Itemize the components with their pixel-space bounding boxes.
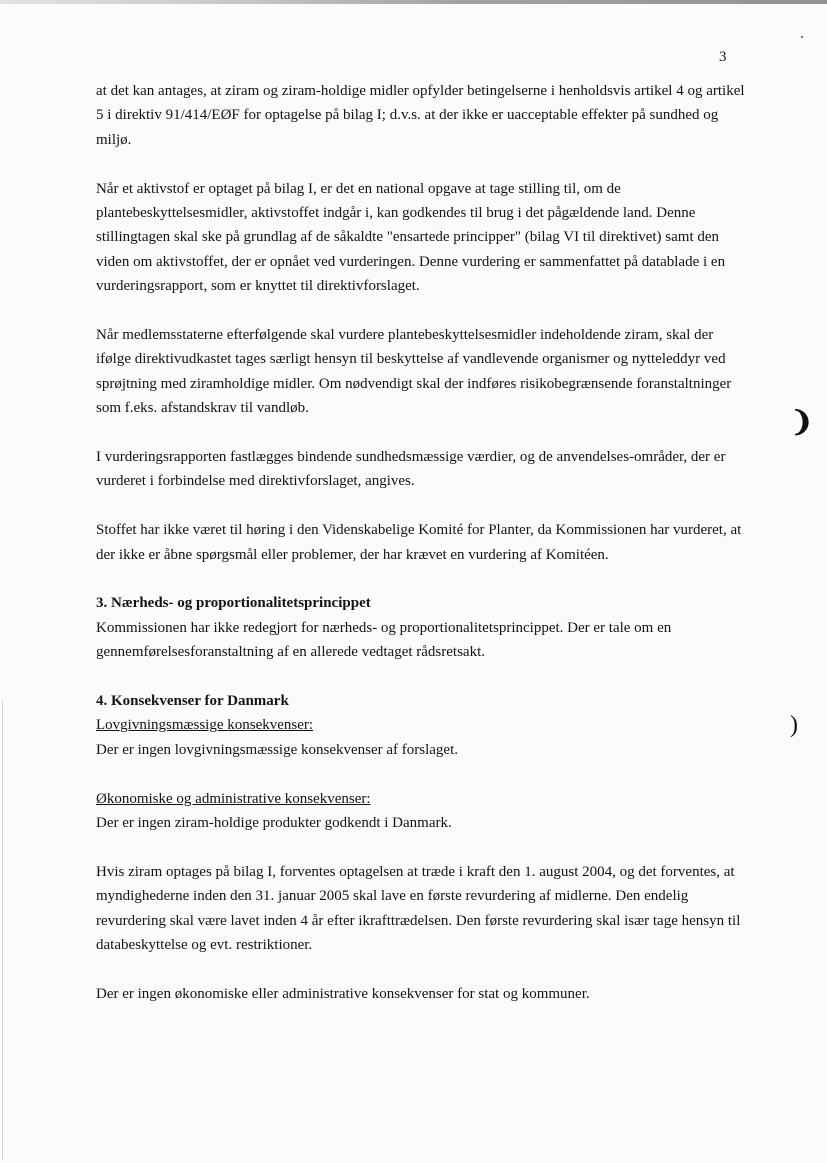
binder-bracket-icon: ) [790, 712, 798, 738]
section-3-heading: 3. Nærheds- og proportionalitetsprincippet [96, 595, 371, 612]
section-4-heading: 4. Konsekvenser for Danmark [96, 693, 289, 710]
scan-edge-left [2, 700, 3, 1160]
economic-consequences-heading: Økonomiske og administrative konsekvenser: [96, 790, 371, 807]
paragraph-no-consequences: Der er ingen økonomiske eller administrative konsekvenser for stat og kommuner. [96, 985, 590, 1002]
scan-speck [801, 36, 803, 38]
paragraph-approval-conditions: at det kan antages, at ziram og ziram-holdige midler opfylder betingelserne i henholdsvis artikel 4 og artikel 5 i direktiv 91/414/EØF for optagelse på bilag I; d.v.s. at der ikke er uacceptable effekter på sundhed og miljø. [96, 83, 745, 148]
economic-consequences-text: Der er ingen ziram-holdige produkter godkendt i Danmark. [96, 815, 452, 832]
section-3-text: Kommissionen har ikke redegjort for nærheds- og proportionalitetsprincippet. Der er tale om en gennemførelsesforanstaltning af en allerede vedtaget rådsretsakt. [96, 619, 672, 661]
paragraph-revision-timeline: Hvis ziram optages på bilag I, forventes optagelsen at træde i kraft den 1. august 2004, og det forventes, at myndighederne inden den 31. januar 2005 skal lave en første revurdering af midlerne. Den endelig revurdering skal være lavet inden 4 år efter ikrafttrædelsen. Den første revurdering skal især tage hensyn til databeskyttelse og evt. restriktioner. [96, 863, 741, 954]
paragraph-assessment-report: I vurderingsrapporten fastlægges bindende sundhedsmæssige værdier, og de anvendelses-områder, der er vurderet i forbindelse med direktivforslaget, angives. [96, 449, 726, 490]
binder-mark-icon: ❩ [790, 407, 814, 438]
document-body [96, 79, 746, 1031]
legal-consequences-text: Der er ingen lovgivningsmæssige konsekvenser af forslaget. [96, 741, 458, 758]
page-number: 3 [719, 49, 727, 65]
paragraph-scientific-committee: Stoffet har ikke været til høring i den Videnskabelige Komité for Planter, da Kommissionen har vurderet, at der ikke er åbne spørgsmål eller problemer, der har krævet en vurdering af Komitéen. [96, 522, 742, 563]
paragraph-national-task: Når et aktivstof er optaget på bilag I, er det en national opgave at tage stilling til, om de plantebeskyttelsesmidler, aktivstoffet indgår i, kan godkendes til brug i det pågældende land. Denne stillingtagen skal ske på grundlag af de såkaldte "ensartede principper" (bilag VI til direktivet) samt den viden om aktivstoffet, der er opnået ved vurderingen. Denne vurdering er sammenfattet på datablade i en vurderingsrapport, som er knyttet til direktivforslaget. [96, 180, 726, 295]
scan-edge-top [0, 0, 827, 4]
legal-consequences-heading: Lovgivningsmæssige konsekvenser: [96, 717, 314, 734]
paragraph-member-states: Når medlemsstaterne efterfølgende skal vurdere plantebeskyttelsesmidler indeholdende ziram, skal der ifølge direktivudkastet tages særligt hensyn til beskyttelse af vandlevende organismer og nytteleddyr ved sprøjtning med ziramholdige midler. Om nødvendigt skal der indføres risikobegrænsende foranstaltninger som f.eks. afstandskrav til vandløb. [96, 327, 732, 417]
